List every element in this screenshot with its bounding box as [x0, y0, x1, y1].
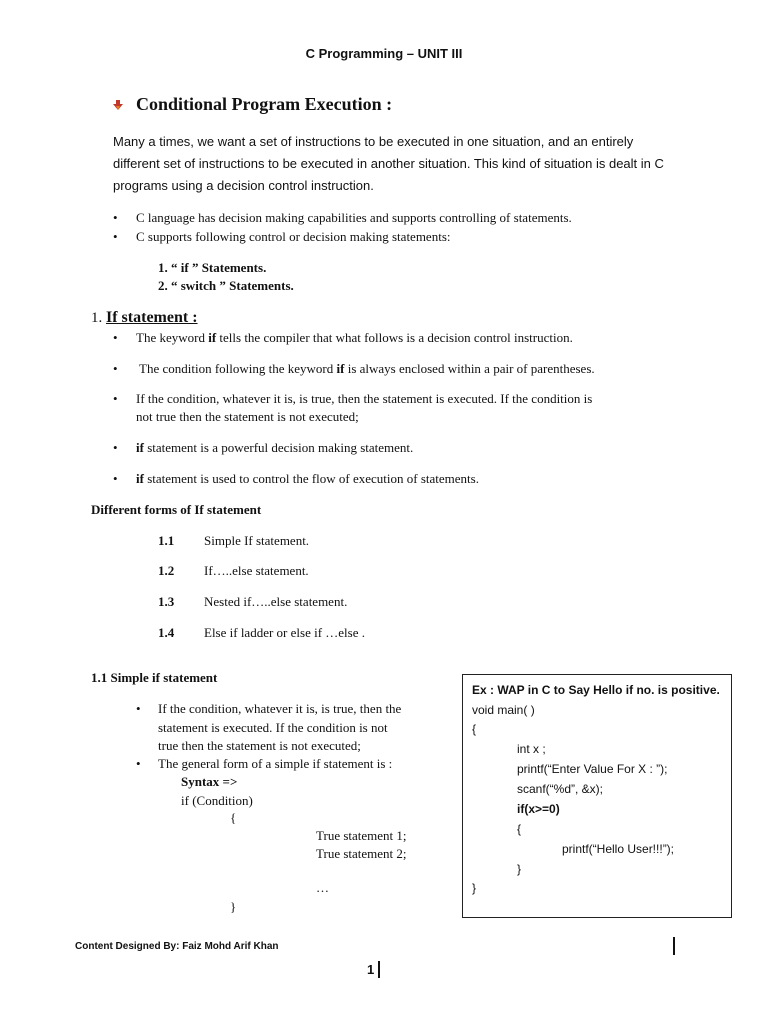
page-header: C Programming – UNIT III — [305, 46, 463, 61]
if-section-number: 1. — [91, 310, 103, 326]
page-number: 1 — [367, 962, 375, 977]
bullet-dot: • — [113, 229, 118, 244]
simple-if-heading: 1.1 Simple if statement — [91, 670, 218, 685]
bullet-dot: • — [113, 391, 118, 406]
bullet-text: if statement is a powerful decision making statement. — [136, 440, 414, 455]
syntax-true-statement: True statement 2; — [316, 846, 407, 861]
intro-paragraph: Many a times, we want a set of instructions to be executed in one situation, and an entirely different set of instructions to be executed in another situation. This kind of situation is dealt in C programs using a decision control instruction. — [113, 134, 664, 193]
footer-credit: Content Designed By: Faiz Mohd Arif Khan — [75, 941, 279, 952]
code-line: scanf(“%d”, &x); — [517, 782, 604, 796]
bullet-text: if statement is used to control the flow of execution of statements. — [136, 471, 479, 486]
bullet-dot: • — [136, 701, 141, 716]
bullet-dot: • — [113, 210, 118, 225]
syntax-true-statement: True statement 1; — [316, 828, 407, 843]
bullet-text: C supports following control or decision making statements: — [136, 229, 451, 244]
bullet-text: The general form of a simple if statement is : — [158, 756, 393, 771]
form-text: If…..else statement. — [204, 563, 309, 578]
footer-divider — [673, 937, 675, 955]
statement-item: 2. “ switch ” Statements. — [158, 278, 294, 293]
form-text: Nested if…..else statement. — [204, 594, 348, 609]
bullet-dot: • — [136, 756, 141, 771]
if-section-heading — [91, 309, 198, 327]
code-line: int x ; — [517, 742, 546, 756]
form-number: 1.3 — [158, 594, 175, 609]
bullet-text: statement is executed. If the condition is not — [158, 720, 388, 735]
bullet-arrow-icon — [112, 99, 124, 111]
syntax-open-brace: { — [230, 810, 237, 825]
code-line: } — [517, 862, 522, 876]
bullet-dot: • — [113, 330, 118, 345]
page-number-divider — [378, 961, 380, 978]
syntax-close-brace: } — [230, 899, 237, 914]
bullet-text: The keyword if tells the compiler that what follows is a decision control instruction. — [136, 330, 573, 345]
form-text: Simple If statement. — [204, 533, 310, 548]
form-number: 1.2 — [158, 563, 175, 578]
form-number: 1.1 — [158, 533, 175, 548]
bullet-dot: • — [113, 440, 118, 455]
code-line: { — [517, 822, 522, 836]
code-line: } — [472, 881, 477, 895]
syntax-ellipsis: … — [316, 880, 329, 895]
bullet-text: If the condition, whatever it is, is true, then the — [158, 701, 402, 716]
code-line: if(x>=0) — [517, 802, 560, 816]
code-line: printf(“Enter Value For X : ”); — [517, 762, 668, 776]
bullet-text: true then the statement is not executed; — [158, 738, 361, 753]
example-title: Ex : WAP in C to Say Hello if no. is positive. — [472, 683, 720, 697]
if-section-title: If statement : — [106, 309, 198, 326]
bullet-text: If the condition, whatever it is, is true, then the statement is executed. If the condition is — [136, 391, 593, 406]
bullet-text: The condition following the keyword if is always enclosed within a pair of parentheses. — [139, 361, 595, 376]
form-number: 1.4 — [158, 625, 175, 640]
code-line: printf(“Hello User!!!”); — [562, 842, 675, 856]
form-text: Else if ladder or else if …else . — [204, 625, 365, 640]
bullet-dot: • — [113, 471, 118, 486]
section-title: Conditional Program Execution : — [136, 94, 393, 114]
syntax-label: Syntax => — [181, 774, 238, 789]
bullet-text: not true then the statement is not executed; — [136, 409, 359, 424]
code-line: void main( ) — [472, 703, 535, 717]
forms-heading: Different forms of If statement — [91, 502, 262, 517]
bullet-text: C language has decision making capabilities and supports controlling of statements. — [136, 210, 572, 225]
bullet-dot: • — [113, 361, 118, 376]
code-line: { — [472, 722, 477, 736]
statement-item: 1. “ if ” Statements. — [158, 260, 267, 275]
syntax-if-line: if (Condition) — [181, 793, 253, 808]
